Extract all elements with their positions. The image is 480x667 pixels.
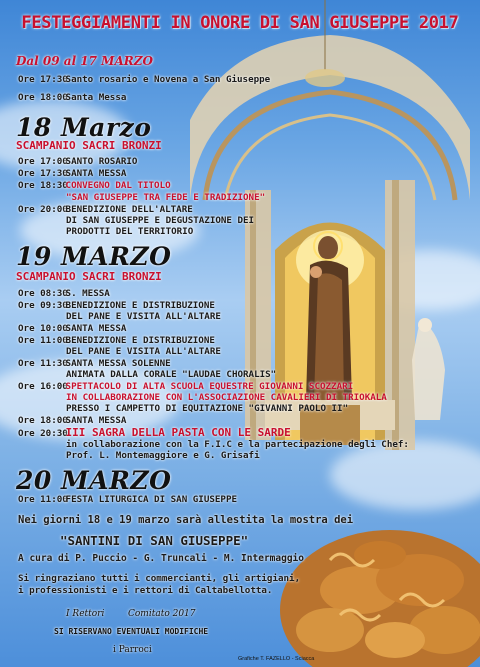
- schedule-row: Ore 18:30 CONVEGNO DAL TITOLO: [18, 180, 171, 191]
- mostra-curators: A cura di P. Puccio - G. Truncali - M. Intermaggio: [18, 553, 304, 564]
- schedule-row: "SAN GIUSEPPE TRA FEDE E TRADIZIONE": [66, 192, 266, 203]
- schedule-row: in collaborazione con la F.I.C e la partecipazione degli Chef:: [66, 439, 409, 450]
- parroci-signature: i Parroci: [113, 645, 152, 655]
- rettori-signature: I Rettori: [66, 609, 105, 619]
- schedule-row: Ore 08:30 S. MESSA: [18, 288, 110, 299]
- schedule-row: Ore 16:00 SPETTACOLO DI ALTA SCUOLA EQUESTRE GIOVANNI SCOZZARI: [18, 381, 354, 392]
- mostra-title: "SANTINI DI SAN GIUSEPPE": [60, 533, 249, 548]
- schedule-row: IN COLLABORAZIONE CON L'ASSOCIAZIONE CAVALIERI DI TRIOKALA: [66, 392, 387, 403]
- schedule-row: Ore 11:00 BENEDIZIONE E DISTRIBUZIONE: [18, 335, 215, 346]
- schedule-row: Ore 20:30 III SAGRA DELLA PASTA CON LE SARDE: [18, 426, 291, 439]
- date-heading-19: 19 MARZO: [16, 242, 172, 271]
- modifiche-note: SI RISERVANO EVENTUALI MODIFICHE: [54, 627, 209, 636]
- date-heading-18: 18 Marzo: [16, 113, 152, 142]
- mostra-line: Nei giorni 18 e 19 marzo sarà allestita la mostra dei: [18, 514, 354, 526]
- schedule-row: Ore 10:00 SANTA MESSA: [18, 323, 127, 334]
- intro-item: Ore 17:30 Santo rosario e Novena a San Giuseppe: [18, 74, 271, 85]
- thanks-line: i professionisti e i rettori di Caltabellotta.: [18, 585, 273, 596]
- schedule-row: PRESSO I CAMPETTO DI EQUITAZIONE "GIVANNI PAOLO II": [66, 403, 349, 414]
- schedule-row: Prof. L. Montemaggiore e G. Grisafi: [66, 450, 260, 461]
- schedule-row: DEL PANE E VISITA ALL'ALTARE: [66, 346, 221, 357]
- schedule-row: Ore 09:30 BENEDIZIONE E DISTRIBUZIONE: [18, 300, 215, 311]
- date-heading-20: 20 MARZO: [16, 466, 172, 495]
- schedule-row: ANIMATA DALLA CORALE "LAUDAE CHORALIS": [66, 369, 277, 380]
- graphics-credit: Grafiche T. FAZELLO - Sciacca: [238, 656, 315, 662]
- comitato-signature: Comitato 2017: [128, 609, 196, 619]
- schedule-row: Ore 11:30 SANTA MESSA SOLENNE: [18, 358, 171, 369]
- schedule-row: Ore 17:30 SANTA MESSA: [18, 168, 127, 179]
- schedule-row: Ore 18:00 SANTA MESSA: [18, 415, 127, 426]
- subheading-18: SCAMPANIO SACRI BRONZI: [16, 139, 162, 152]
- thanks-line: Si ringraziano tutti i commercianti, gli artigiani,: [18, 573, 301, 584]
- schedule-row: Ore 17:00 SANTO ROSARIO: [18, 156, 138, 167]
- schedule-row: DEL PANE E VISITA ALL'ALTARE: [66, 311, 221, 322]
- schedule-row: Ore 20:00 BENEDIZIONE DELL'ALTARE: [18, 204, 193, 215]
- schedule-row: Ore 11:00 FESTA LITURGICA DI SAN GIUSEPPE: [18, 494, 238, 505]
- intro-heading: Dal 09 al 17 MARZO: [16, 54, 153, 68]
- poster-title: FESTEGGIAMENTI IN ONORE DI SAN GIUSEPPE 2017: [21, 13, 459, 33]
- subheading-19: SCAMPANIO SACRI BRONZI: [16, 270, 162, 283]
- schedule-row: PRODOTTI DEL TERRITORIO: [66, 226, 194, 237]
- intro-item: Ore 18:00 Santa Messa: [18, 92, 127, 103]
- schedule-row: DI SAN GIUSEPPE E DEGUSTAZIONE DEI: [66, 215, 255, 226]
